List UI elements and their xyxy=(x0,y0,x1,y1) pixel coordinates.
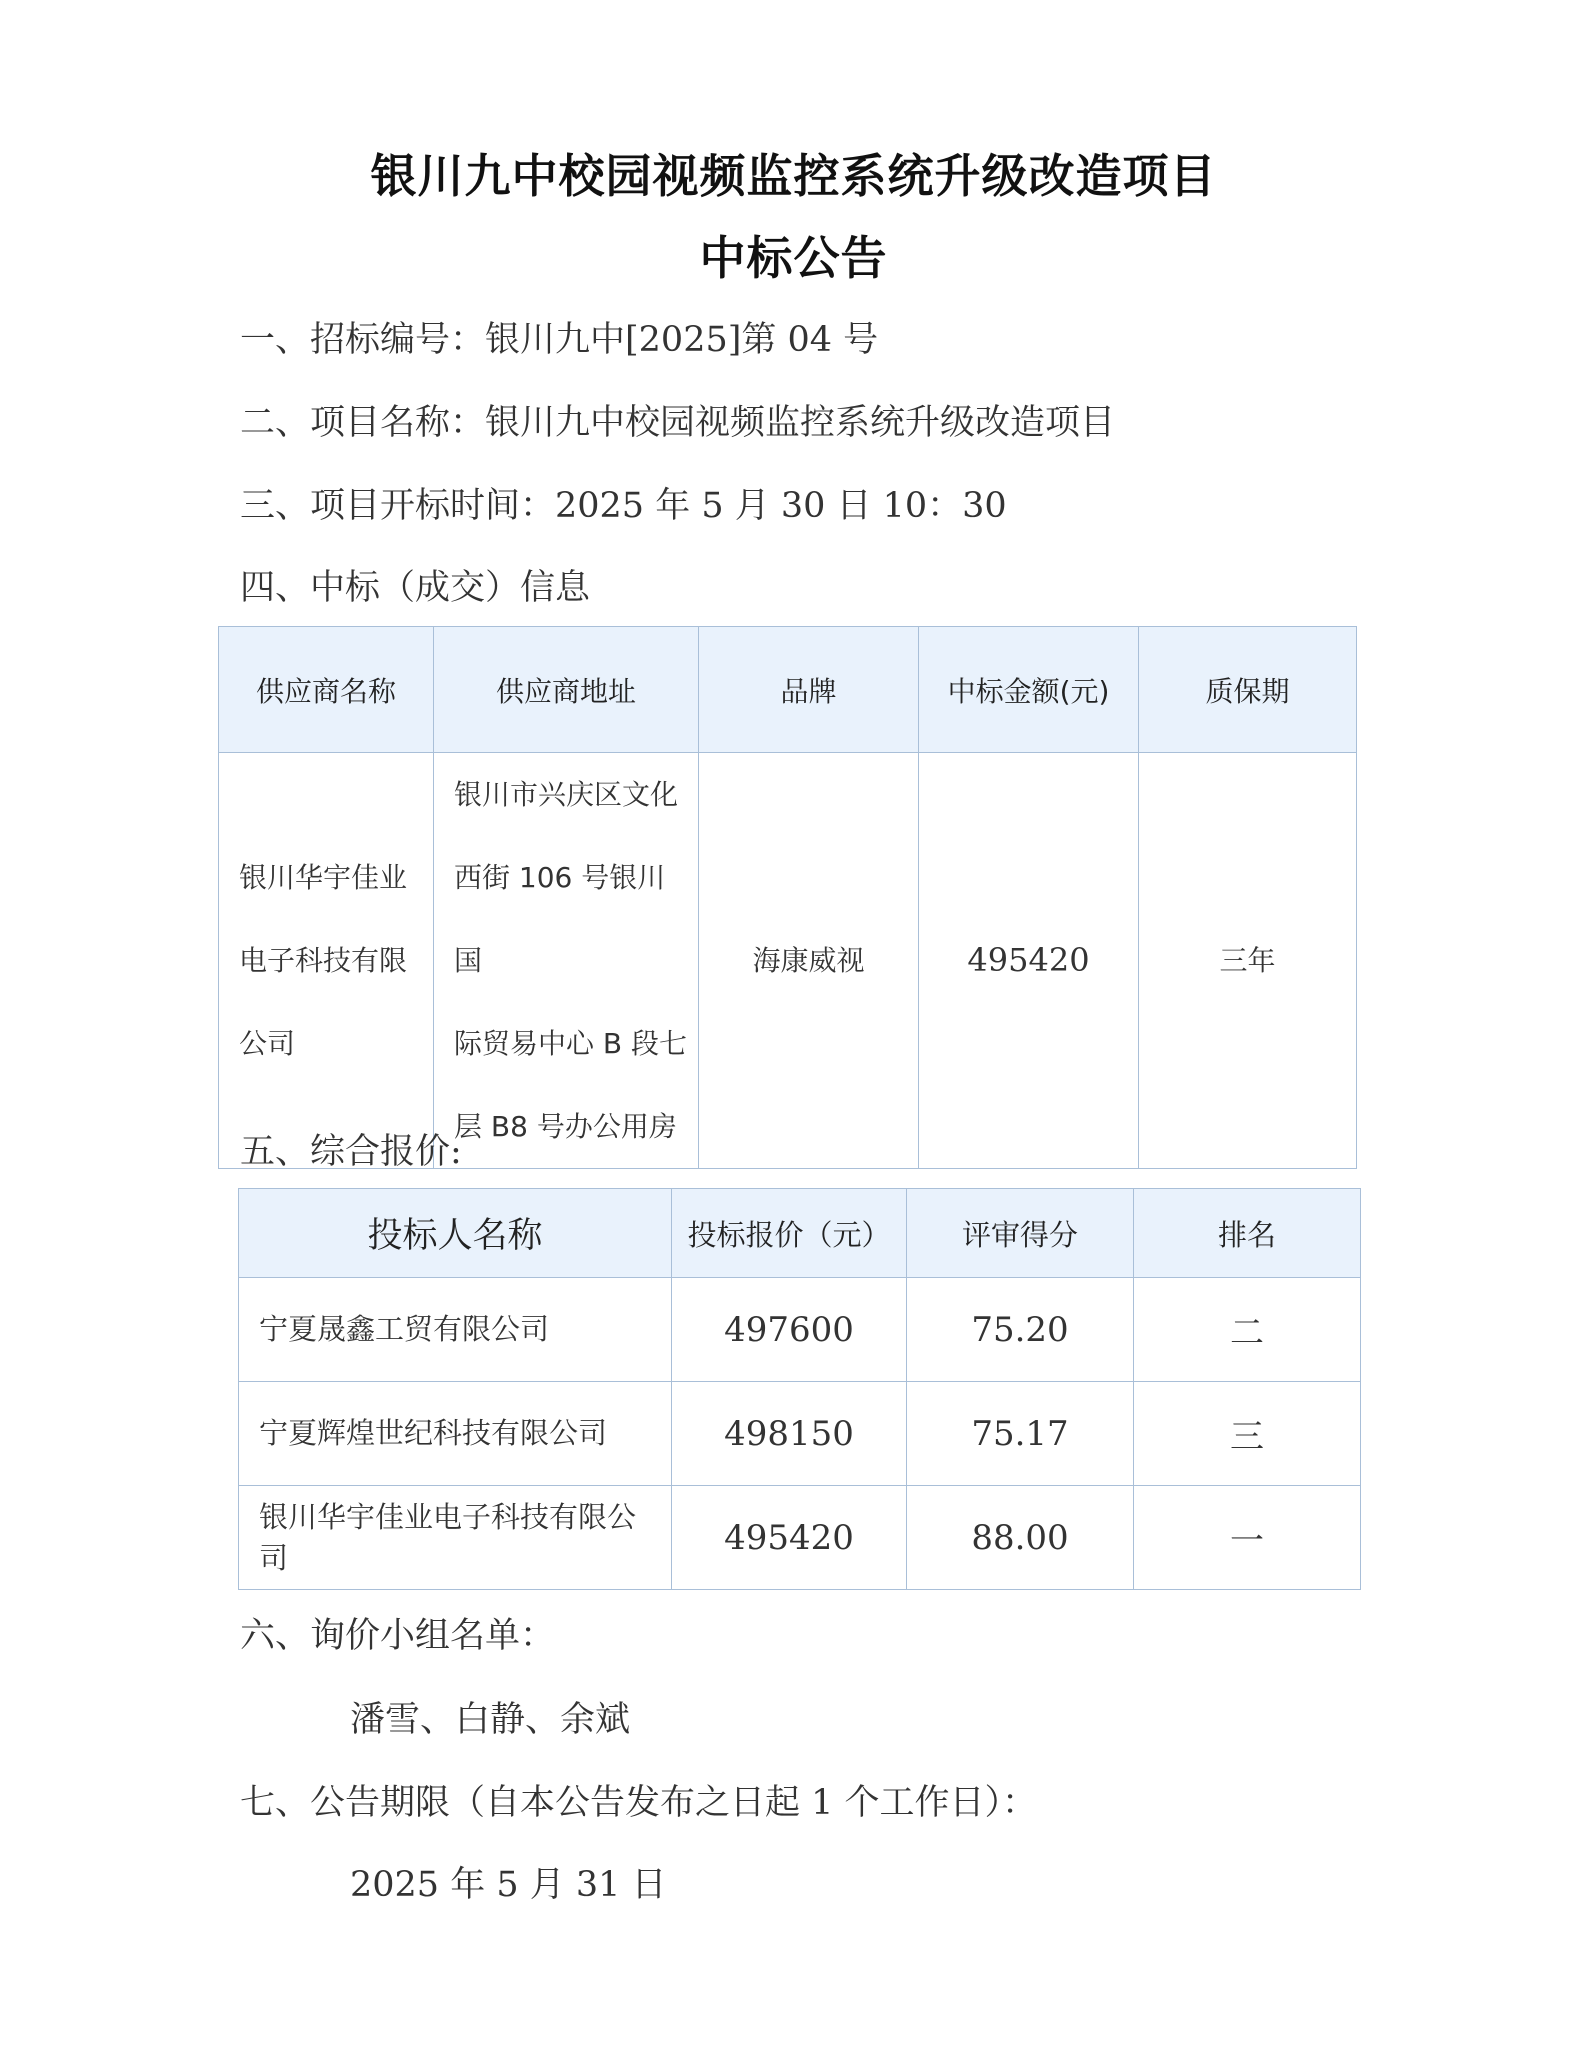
rank-cell: 三 xyxy=(1134,1382,1361,1486)
winning-table-row xyxy=(219,753,1357,1169)
supplier-address-line: 层 B8 号办公用房 xyxy=(454,1110,677,1143)
supplier-address-line: 际贸易中心 B 段七 xyxy=(454,1027,688,1060)
review-score-cell: 88.00 xyxy=(907,1486,1134,1590)
bid-number-line: 一、招标编号：银川九中[2025]第 04 号 xyxy=(240,320,879,360)
rank-cell: 一 xyxy=(1134,1486,1361,1590)
document-title-line2: 中标公告 xyxy=(699,231,888,285)
header-bid-price: 投标报价（元） xyxy=(672,1189,907,1278)
supplier-address-line: 西街 106 号银川国 xyxy=(454,861,666,977)
winning-amount-cell: 495420 xyxy=(919,753,1139,1169)
bid-price-cell: 498150 xyxy=(672,1382,907,1486)
supplier-name-cell xyxy=(219,753,434,1169)
supplier-address-cell xyxy=(434,753,699,1169)
supplier-name-line: 银川华宇佳业 xyxy=(239,861,408,894)
panel-members: 潘雪、白静、余斌 xyxy=(350,1700,631,1740)
opening-time-line: 三、项目开标时间：2025 年 5 月 30 日 10：30 xyxy=(240,486,1007,526)
brand-cell: 海康威视 xyxy=(699,753,919,1169)
bid-quotes-table xyxy=(238,1188,1361,1590)
review-score-cell: 75.20 xyxy=(907,1278,1134,1382)
notice-period-heading: 七、公告期限（自本公告发布之日起 1 个工作日）： xyxy=(240,1783,1038,1823)
header-bidder-name: 投标人名称 xyxy=(239,1189,672,1278)
document-title-line1: 银川九中校园视频监控系统升级改造项目 xyxy=(370,149,1217,203)
rank-cell: 二 xyxy=(1134,1278,1361,1382)
review-score-cell: 75.17 xyxy=(907,1382,1134,1486)
quotes-heading: 五、综合报价: xyxy=(240,1132,462,1172)
winning-info-table xyxy=(218,626,1357,1169)
bid-table-header-row xyxy=(239,1189,1361,1278)
panel-heading: 六、询价小组名单： xyxy=(240,1616,556,1656)
supplier-name-line: 公司 xyxy=(239,1027,296,1060)
project-name-line: 二、项目名称：银川九中校园视频监控系统升级改造项目 xyxy=(240,403,1116,443)
header-supplier-name: 供应商名称 xyxy=(219,627,434,753)
header-winning-amount: 中标金额(元) xyxy=(919,627,1139,753)
bidder-name-cell: 宁夏辉煌世纪科技有限公司 xyxy=(239,1382,672,1486)
supplier-address-line: 银川市兴庆区文化 xyxy=(454,778,679,811)
header-rank: 排名 xyxy=(1134,1189,1361,1278)
header-brand: 品牌 xyxy=(699,627,919,753)
header-review-score: 评审得分 xyxy=(907,1189,1134,1278)
bidder-name-cell: 宁夏晟鑫工贸有限公司 xyxy=(239,1278,672,1382)
table-row xyxy=(239,1486,1361,1590)
winning-info-heading: 四、中标（成交）信息 xyxy=(240,568,591,608)
warranty-cell: 三年 xyxy=(1139,753,1357,1169)
bid-price-cell: 497600 xyxy=(672,1278,907,1382)
supplier-name-line: 电子科技有限 xyxy=(239,944,408,977)
bid-price-cell: 495420 xyxy=(672,1486,907,1590)
notice-period-date: 2025 年 5 月 31 日 xyxy=(350,1865,667,1905)
table-row xyxy=(239,1382,1361,1486)
table-row xyxy=(239,1278,1361,1382)
bidder-name-cell: 银川华宇佳业电子科技有限公司 xyxy=(239,1486,672,1590)
winning-table-header-row xyxy=(219,627,1357,753)
header-warranty: 质保期 xyxy=(1139,627,1357,753)
header-supplier-address: 供应商地址 xyxy=(434,627,699,753)
